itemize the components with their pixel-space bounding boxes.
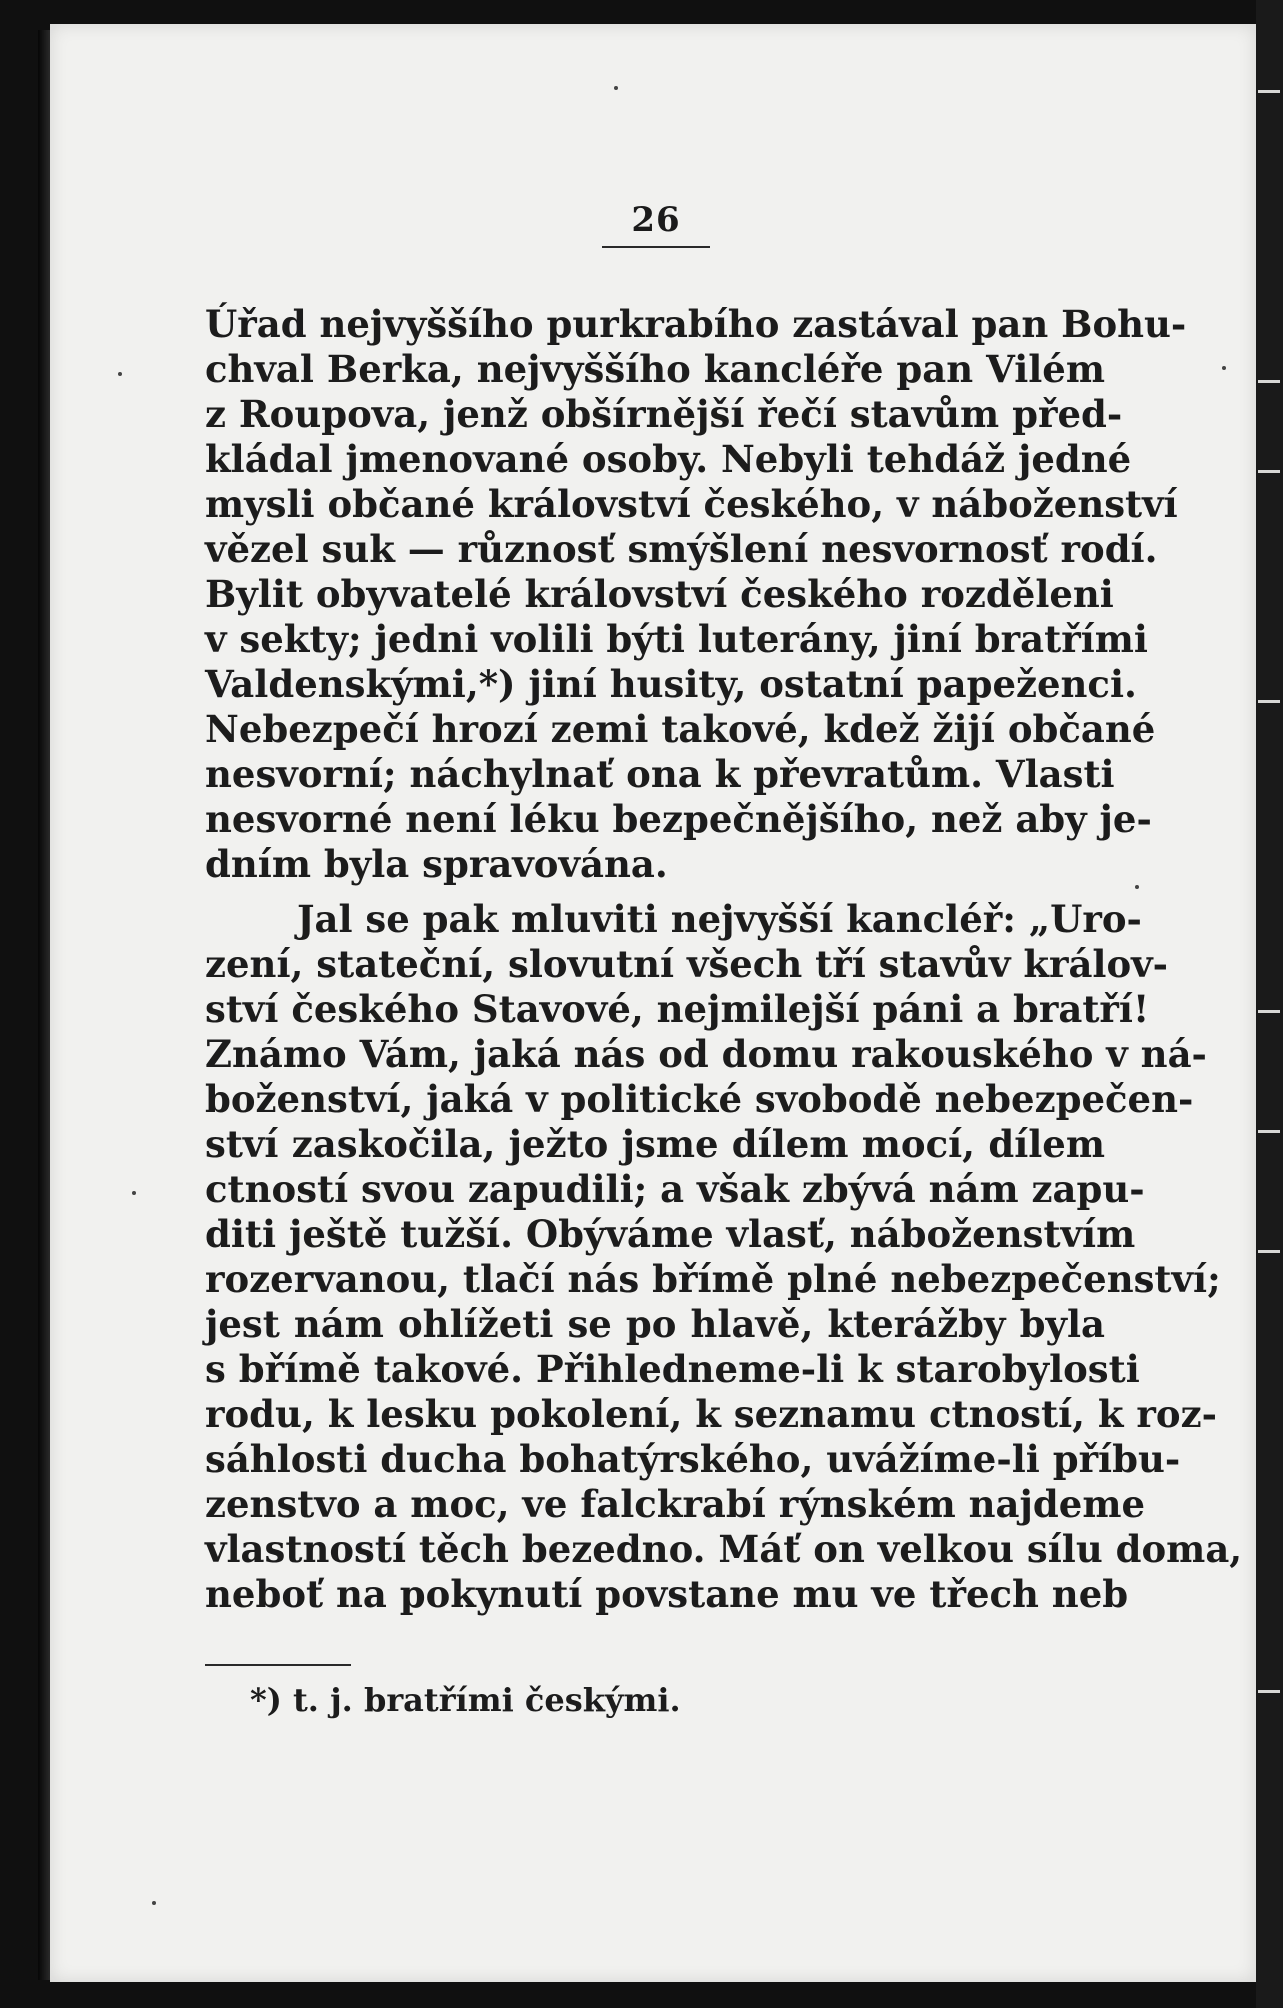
text-line: z Roupova, jenž obšírnější řečí stavům před- <box>205 392 1123 436</box>
text-line: ství českého Stavové, nejmilejší páni a bratří! <box>205 987 1150 1031</box>
footnote-rule <box>205 1664 351 1666</box>
text-line: Jal se pak mluviti nejvyšší kancléř: „Uro- <box>297 897 1142 941</box>
text-line: ctností svou zapudili; a však zbývá nám zapu- <box>205 1167 1145 1211</box>
text-line: ství zaskočila, ježto jsme dílem mocí, dílem <box>205 1122 1105 1166</box>
page-number-rule <box>602 246 710 248</box>
adjacent-page-edge <box>1256 0 1283 2008</box>
text-line: jest nám ohlížeti se po hlavě, kterážby byla <box>205 1302 1105 1346</box>
text-line: v sekty; jedni volili býti luterány, jiní bratřími <box>205 617 1148 661</box>
page-number: 26 <box>631 200 681 240</box>
scan-speck <box>614 86 618 90</box>
text-line: kládal jmenované osoby. Nebyli tehdáž jedné <box>205 437 1132 481</box>
text-line: rodu, k lesku pokolení, k seznamu ctností, k roz- <box>205 1392 1217 1436</box>
scan-speck <box>132 1191 136 1195</box>
text-line: Úřad nejvyššího purkrabího zastával pan Bohu- <box>205 302 1187 346</box>
text-line: rozervanou, tlačí nás břímě plné nebezpečenství; <box>205 1257 1221 1301</box>
scan-speck <box>152 1901 156 1905</box>
text-line: dním byla spravována. <box>205 842 668 886</box>
text-line: nesvorné není léku bezpečnějšího, než aby je- <box>205 797 1152 841</box>
text-line: mysli občané království českého, v náboženství <box>205 482 1178 526</box>
text-line: boženství, jaká v politické svobodě nebezpečen- <box>205 1077 1194 1121</box>
text-line: vlastností těch bezedno. Máť on velkou sílu doma, <box>205 1527 1243 1571</box>
text-line: Nebezpečí hrozí zemi takové, kdež žijí občané <box>205 707 1156 751</box>
text-line: s břímě takové. Přihledneme-li k starobylosti <box>205 1347 1140 1391</box>
text-line: diti ještě tužší. Obýváme vlasť, náboženstvím <box>205 1212 1136 1256</box>
text-line: nesvorní; náchylnať ona k převratům. Vlasti <box>205 752 1115 796</box>
text-line: chval Berka, nejvyššího kancléře pan Vilém <box>205 347 1105 391</box>
text-line: Známo Vám, jaká nás od domu rakouského v ná- <box>205 1032 1207 1076</box>
text-line: zení, stateční, slovutní všech tří stavův králov- <box>205 942 1169 986</box>
text-line: neboť na pokynutí povstane mu ve třech neb <box>205 1572 1129 1616</box>
text-line: Valdenskými,*) jiní husity, ostatní papeženci. <box>205 662 1137 706</box>
scan-speck <box>1135 885 1139 889</box>
scan-speck <box>118 372 122 376</box>
text-line: sáhlosti ducha bohatýrského, uvážíme-li příbu- <box>205 1437 1181 1481</box>
text-line: vězel suk — různosť smýšlení nesvornosť rodí. <box>205 527 1158 571</box>
scan-speck <box>1222 366 1226 370</box>
text-line: Bylit obyvatelé království českého rozděleni <box>205 572 1114 616</box>
page-gutter-shadow <box>38 30 50 1980</box>
text-line: zenstvo a moc, ve falckrabí rýnském najdeme <box>205 1482 1146 1526</box>
footnote: *) t. j. bratřími českými. <box>250 1681 681 1719</box>
